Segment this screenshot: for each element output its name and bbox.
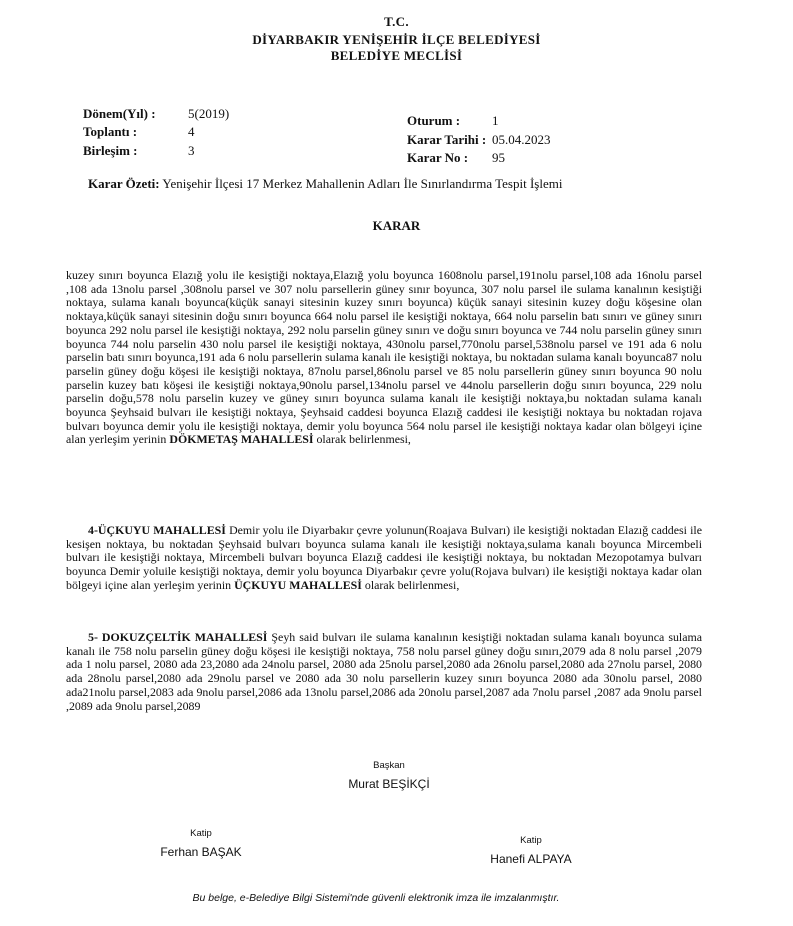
paragraph-dokmetas-text: kuzey sınırı boyunca Elazığ yolu ile kesiştiği noktaya,Elazığ yolu boyunca 1608nolu parsel,191nolu parsel,108 ada 16nolu parsel ,108 ada 13nolu parsel ,308nolu parsel ve 307 nolu parsellerin güney sınır boyunca, 307 nolu parsel ile sulama kanalının kesiştiği noktaya, sulama kanalı boyunca(küçük sanayi sitesinin kuzey sınırı boyunca) küçük sanayi sitesinin kuzey doğu köşesine olan noktaya,küçük sanayi sitesinin doğu sınırı boyunca 664 nolu parsel ile kesiştiği noktaya, 664 nolu parselin batı sınırı ve güney sınırı boyunca 292 nolu parsel ile kesiştiği noktaya, 292 nolu parselin güney sınırı ve doğu sınırı boyunca ve 744 nolu parselin güney sınırı boyunca 744 nolu parselin 430 nolu parsel ile kesiştiği noktaya, 430nolu parsel,770nolu parsel,538nolu parsel ve 191 ada 6 nolu parselin batı sınırı boyunca,191 ada 6 nolu parsellerin sulama kanalı ile kesiştiği noktaya, bu noktadan sulama kanalı boyunca87 nolu parselin güney doğu köşesi ile kesiştiği noktaya, 87nolu parsel,86nolu parsel ve 85 nolu parsellerin güney sınırı boyunca 90 nolu parselin kuzey batı köşesi ile kesiştiği noktaya,90nolu parsel,134nolu parsel ve 44nolu parsellerin doğu sınırı boyunca, 229 nolu parselin doğu,578 nolu parselin kuzey ve güney sınırı boyunca sulama kanalı ile kesiştiği noktaya,bu noktadan sulama kanalı boyunca Şeyhsaid bulvarı ile kesiştiği noktaya, Şeyhsaid caddesi boyunca Elazığ caddesi ile kesiştiği noktaya bu noktadan rojava bulvarı boyunca demir yolu ile kesiştiği noktaya, demir yolu boyunca 564 nolu parsel ile kesiştiği noktaya kadar olan bölgeyi içine alan yerleşim yerinin [66, 268, 702, 447]
meta-session-label: Birleşim : [83, 143, 138, 158]
paragraph-dokuzceltik-text: Şeyh said bulvarı ile sulama kanalının kesiştiği noktadan sulama kanalı boyunca sulama kanalı ile 758 nolu parselin güney doğu köşesi ile kesiştiği noktaya, 758 nolu parsel güney doğu sınırı,2079 ada 8 nolu parsel ,2079 ada 1 nolu parsel, 2080 ada 23,2080 ada 24nolu parsel, 2080 ada 25nolu parsel,2080 ada 26nolu parsel,2080 ada 27nolu parsel, 2080 ada 28nolu parsel,2080 ada 29nolu parsel ve 2080 ada 30 nolu parsellerin kuzey sınırı boyunca 2080 ada 30nolu parsel, 2080 ada21nolu parsel,2083 ada 9nolu parsel,2086 ada 13nolu parsel,2086 ada 20nolu parsel,2087 ada 7nolu parsel ,2087 ada 9nolu parsel ,2089 ada 9nolu parsel,2089 [66, 630, 703, 713]
meta-meeting [83, 124, 195, 140]
meta-term-value: 5(2019) [188, 106, 230, 121]
paragraph-dokuzceltik-heading: 5- DOKUZÇELTİK MAHALLESİ [88, 630, 268, 644]
meta-meeting-label: Toplantı : [83, 124, 138, 139]
meta-decision-no [407, 150, 505, 166]
header-municipality: DİYARBAKIR YENİŞEHİR İLÇE BELEDİYESİ [252, 32, 541, 47]
summary-label: Karar Özeti: [88, 176, 160, 191]
meta-date-label: Karar Tarihi : [407, 132, 487, 147]
meta-decision-no-label: Karar No : [407, 150, 469, 165]
paragraph-uckuyu [66, 524, 702, 593]
meta-meeting-value: 4 [188, 124, 195, 139]
paragraph-uckuyu-tail: olarak belirlenmesi, [361, 577, 460, 592]
paragraph-dokmetas [66, 269, 702, 447]
clerk1-name: Ferhan BAŞAK [160, 845, 242, 859]
paragraph-dokmetas-tail: olarak belirlenmesi, [313, 432, 411, 447]
paragraph-uckuyu-heading: 4-ÜÇKUYU MAHALLESİ [88, 523, 226, 537]
meta-date [407, 132, 551, 148]
meta-term [83, 106, 229, 122]
meta-session [83, 143, 195, 159]
meta-sitting-value: 1 [492, 113, 499, 128]
signature-clerk-2 [456, 835, 606, 866]
meta-sitting [407, 113, 499, 129]
meta-date-value: 05.04.2023 [492, 132, 551, 147]
e-signature-notice: Bu belge, e-Belediye Bilgi Sistemi'nde güvenli elektronik imza ile imzalanmıştır. [192, 892, 560, 904]
paragraph-dokmetas-bold: DÖKMETAŞ MAHALLESİ [169, 432, 314, 447]
president-name: Murat BEŞİKÇİ [348, 777, 430, 791]
summary-text: Yenişehir İlçesi 17 Merkez Mahallenin Adları İle Sınırlandırma Tespit İşlemi [162, 176, 563, 191]
paragraph-uckuyu-bold: ÜÇKUYU MAHALLESİ [234, 577, 362, 592]
header-council: BELEDİYE MECLİSİ [330, 48, 463, 63]
section-title: KARAR [372, 218, 421, 233]
paragraph-uckuyu-text: Demir yolu ile Diyarbakır çevre yolunun(Roajava Bulvarı) ile kesiştiği noktadan Elazığ caddesi ile kesişen noktaya, bu noktadan Şeyhsaid bulvarı boyunca sulama kanalı ile kesiştiği noktaya,sulama kanalı boyunca Mircembeli bulvarı ile kesiştiği noktaya, Mircembeli bulvarı boyunca Elazığ caddesi ile kesiştiği noktaya, bu noktadan Mezopotamya bulvarı boyunca Demir yoluile kesiştiği noktaya, demir yolu boyunca Diyarbakır çevre yolu(Rojava bulvarı) ile kesiştiği noktaya kadar olan bölgeyi içine alan yerleşim yerinin [66, 523, 702, 592]
decision-summary [88, 176, 562, 192]
clerk1-role: Katip [190, 828, 212, 839]
meta-term-label: Dönem(Yıl) : [83, 106, 156, 121]
clerk2-role: Katip [520, 835, 542, 846]
meta-sitting-label: Oturum : [407, 113, 461, 128]
clerk2-name: Hanefi ALPAYA [490, 852, 572, 866]
signature-president [314, 760, 464, 791]
header-tc: T.C. [384, 14, 409, 29]
meta-session-value: 3 [188, 143, 195, 158]
president-role: Başkan [373, 760, 405, 771]
signature-clerk-1 [126, 828, 276, 859]
meta-decision-no-value: 95 [492, 150, 505, 165]
paragraph-dokuzceltik [66, 631, 702, 713]
